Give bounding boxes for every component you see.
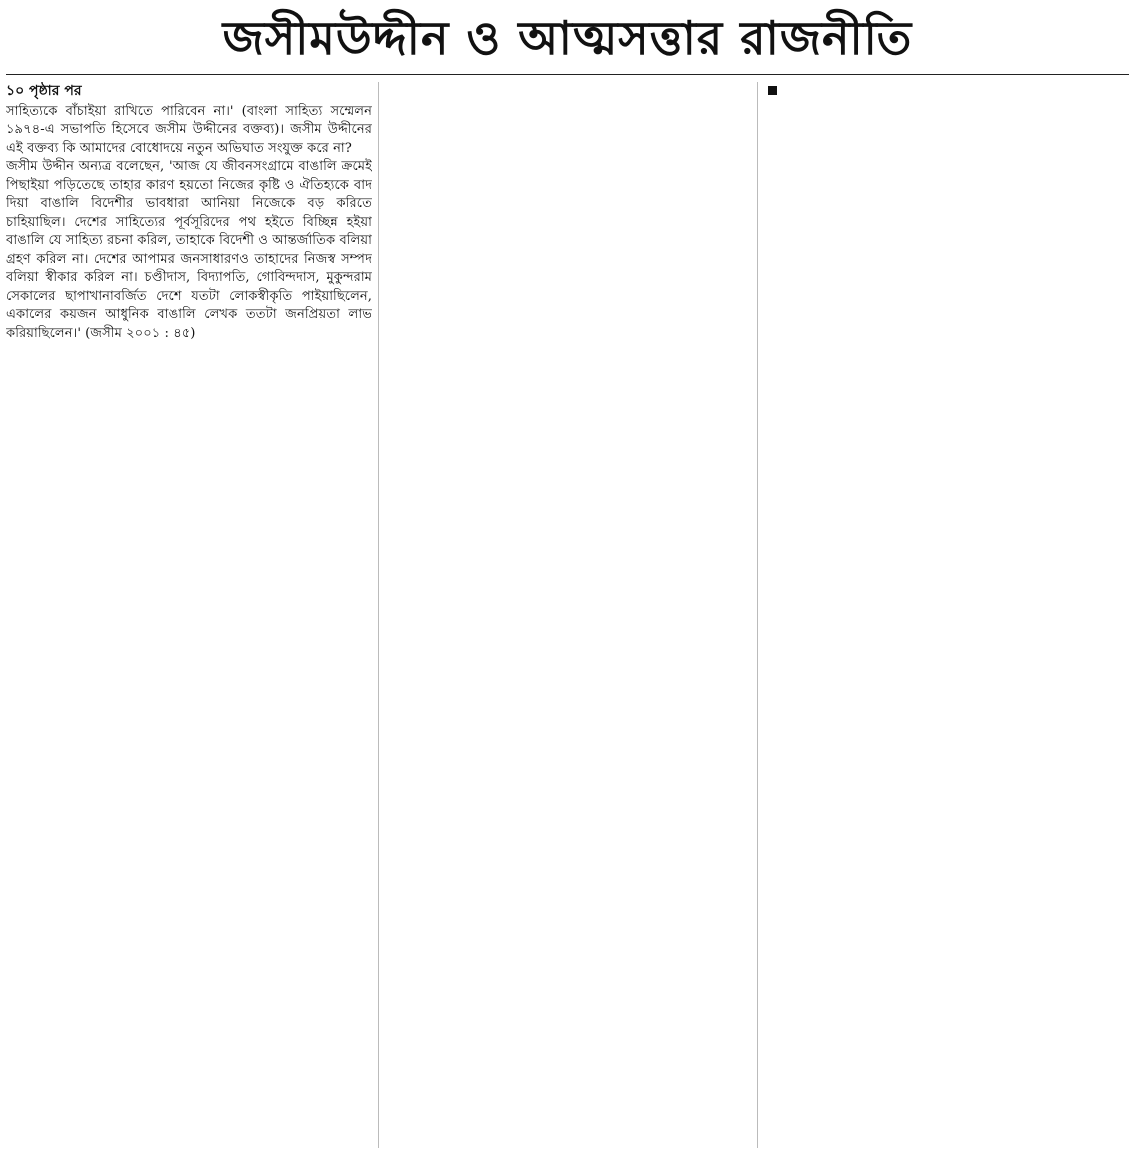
article-column-3: [764, 82, 1130, 1148]
paragraph: সাহিত্যকে বাঁচাইয়া রাখিতে পারিবেন না।' (বাংলা সাহিত্য সম্মেলন ১৯৭৪-এ সভাপতি হিসেবে জসীম উদ্দীনের বক্তব্য)। জসীম উদ্দীনের এই বক্তব্য কি আমাদের বোধোদয়ে নতুন অভিঘাত সংযুক্ত করে না?: [6, 103, 372, 156]
article-headline: জসীমউদ্দীন ও আত্মসত্তার রাজনীতি: [222, 11, 913, 65]
column-divider: [378, 82, 379, 1148]
end-of-article-mark: [768, 86, 777, 95]
column-divider: [757, 82, 758, 1148]
continued-from-label: ১০ পৃষ্ঠার পর: [6, 83, 82, 99]
paragraph: জসীম উদ্দীন অন্যত্র বলেছেন, 'আজ যে জীবনসংগ্রামে বাঙালি ক্রমেই পিছাইয়া পড়িতেছে তাহার কারণ হয়তো নিজের কৃষ্টি ও ঐতিহ্যকে বাদ দিয়া বাঙালি বিদেশীর ভাবধারা আনিয়া নিজেকে বড় করিতে চাহিয়াছিল। দেশের সাহিত্যের পূর্বসূরিদের পথ হইতে বিচ্ছিন্ন হইয়া বাঙালি যে সাহিত্য রচনা করিল, তাহাকে বিদেশী ও আন্তর্জাতিক বলিয়া গ্রহণ করিল না। দেশের আপামর জনসাধারণও তাহাদের নিজস্ব সম্পদ বলিয়া স্বীকার করিল না। চণ্ডীদাস, বিদ্যাপতি, গোবিন্দদাস, মুকুন্দরাম সেকালের ছাপাখানাবর্জিত দেশে যতটা লোকস্বীকৃতি পাইয়াছিলেন, একালের কয়জন আধুনিক বাঙালি লেখক ততটা জনপ্রিয়তা লাভ করিয়াছিলেন।' (জসীম ২০০১ : ৪৫): [6, 159, 372, 341]
article-column-1: [6, 82, 372, 1148]
headline-rule: [6, 74, 1129, 75]
article-column-2: [385, 82, 751, 1148]
paragraph: [764, 82, 1130, 101]
